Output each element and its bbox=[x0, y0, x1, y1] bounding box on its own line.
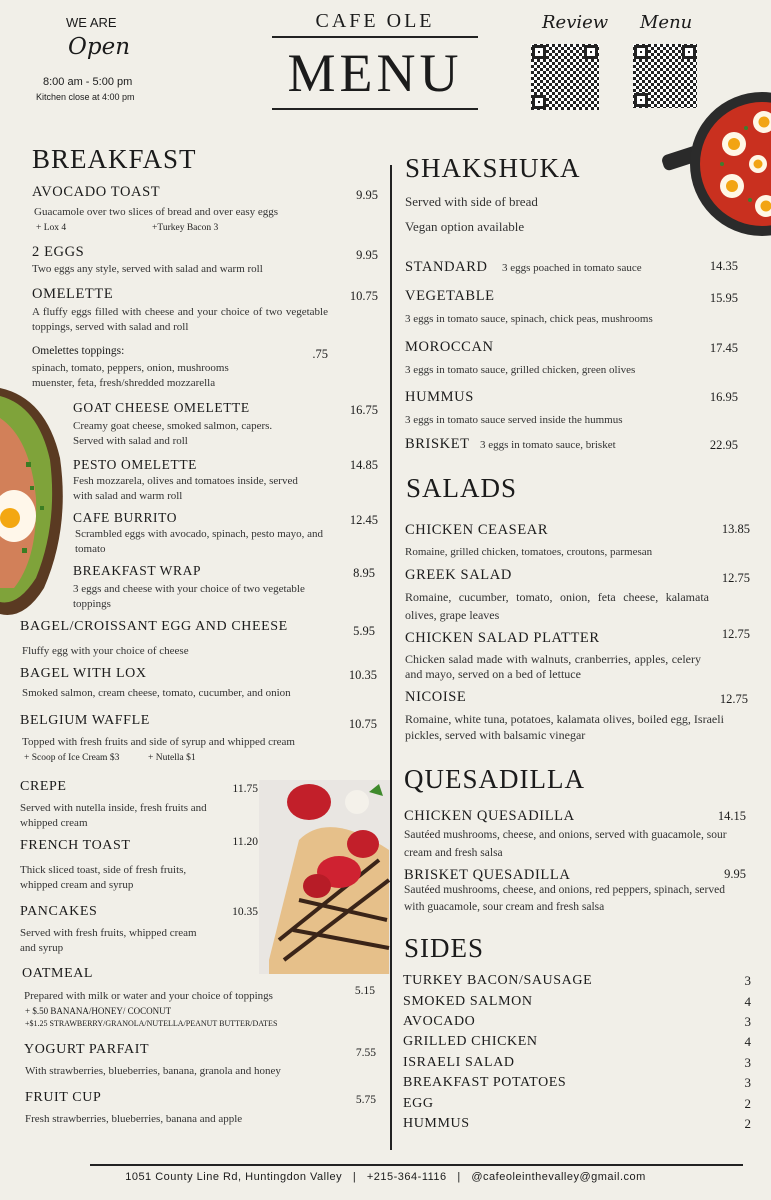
price-omelette-toppings: .75 bbox=[312, 347, 328, 361]
desc-cafe-burrito: Scrambled eggs with avocado, spinach, pesto mayo, and tomato bbox=[75, 528, 324, 555]
desc-chicken-ceasear: Romaine, grilled chicken, tomatoes, croutons, parmesan bbox=[405, 546, 653, 558]
item-nicoise: NICOISE bbox=[405, 689, 467, 705]
footer-separator: | bbox=[450, 1171, 468, 1183]
addon-ice-cream: + Scoop of Ice Cream $3 bbox=[24, 753, 120, 763]
desc-pancakes: Served with fresh fruits, whipped cream and syrup bbox=[20, 927, 197, 954]
price-chicken-salad-platter: 12.75 bbox=[721, 627, 750, 641]
desc-omelette: A fluffy eggs filled with cheese and your choice of two vegetable toppings, served with salad and roll bbox=[32, 306, 328, 333]
item-shakshuka-standard: STANDARD bbox=[405, 259, 488, 275]
side-item-name: HUMMUS bbox=[403, 1115, 470, 1131]
desc-shakshuka-vegetable: 3 eggs in tomato sauce, spinach, chick peas, mushrooms bbox=[405, 313, 653, 325]
footer-address: 1051 County Line Rd, Huntingdon Valley bbox=[125, 1171, 343, 1183]
price-shakshuka-vegetable: 15.95 bbox=[709, 291, 738, 305]
price-goat-cheese-omelette: 16.75 bbox=[349, 403, 378, 417]
desc-oatmeal: Prepared with milk or water and your choice of toppings bbox=[24, 990, 273, 1002]
footer-bar bbox=[0, 1171, 771, 1183]
addon-oatmeal-premium: +$1.25 STRAWBERRY/GRANOLA/NUTELLA/PEANUT BUTTER/DATES bbox=[25, 1019, 278, 1028]
omelette-toppings-line2: muenster, feta, fresh/shredded mozzarella bbox=[32, 377, 216, 389]
price-omelette: 10.75 bbox=[349, 289, 378, 303]
price-breakfast-wrap: 8.95 bbox=[353, 566, 375, 580]
price-bagel-croissant: 5.95 bbox=[353, 624, 375, 638]
side-item bbox=[403, 1012, 751, 1032]
price-shakshuka-standard: 14.35 bbox=[709, 259, 738, 273]
quesadilla-heading: QUESADILLA bbox=[404, 764, 585, 794]
side-item-price: 3 bbox=[744, 973, 751, 989]
desc-greek-salad: Romaine, cucumber, tomato, onion, feta cheese, kalamata olives, grape leaves bbox=[405, 590, 709, 622]
column-divider bbox=[390, 165, 392, 1150]
price-yogurt-parfait: 7.55 bbox=[355, 1047, 376, 1059]
shakshuka-note-vegan: Vegan option available bbox=[405, 219, 525, 234]
desc-chicken-salad-platter: Chicken salad made with walnuts, cranberries, apples, celery and mayo, served on a bed of lettuce bbox=[405, 652, 701, 681]
side-item bbox=[403, 991, 751, 1011]
sides-heading: SIDES bbox=[404, 933, 485, 963]
item-greek-salad: GREEK SALAD bbox=[405, 567, 512, 583]
menu-label: Menu bbox=[640, 12, 693, 33]
side-item-price: 4 bbox=[744, 993, 751, 1009]
item-shakshuka-brisket: BRISKET bbox=[405, 436, 470, 452]
addon-turkey-bacon: +Turkey Bacon 3 bbox=[152, 223, 219, 233]
item-omelette: OMELETTE bbox=[32, 286, 114, 302]
price-oatmeal: 5.15 bbox=[354, 985, 375, 997]
desc-chicken-quesadilla: Sautéed mushrooms, cheese, and onions, served with guacamole, sour cream and fresh salsa bbox=[404, 829, 727, 859]
desc-shakshuka-moroccan: 3 eggs in tomato sauce, grilled chicken, green olives bbox=[405, 364, 636, 376]
price-french-toast: 11.20 bbox=[232, 836, 258, 848]
desc-french-toast: Thick sliced toast, side of fresh fruits, whipped cream and syrup bbox=[20, 864, 187, 891]
item-bagel-croissant: BAGEL/CROISSANT EGG AND CHEESE bbox=[20, 619, 288, 634]
kitchen-close-text: Kitchen close at 4:00 pm bbox=[36, 92, 135, 102]
footer-phone[interactable]: +215-364-1116 bbox=[366, 1171, 447, 1183]
item-pancakes: PANCAKES bbox=[20, 904, 98, 919]
item-chicken-salad-platter: CHICKEN SALAD PLATTER bbox=[405, 630, 600, 646]
item-fruit-cup: FRUIT CUP bbox=[25, 1090, 102, 1105]
side-item-name: BREAKFAST POTATOES bbox=[403, 1075, 567, 1091]
review-label: Review bbox=[542, 12, 609, 33]
item-avocado-toast: AVOCADO TOAST bbox=[32, 184, 161, 200]
item-shakshuka-vegetable: VEGETABLE bbox=[405, 288, 495, 304]
sides-list bbox=[403, 971, 751, 1134]
open-label: Open bbox=[68, 34, 131, 60]
desc-crepe: Served with nutella inside, fresh fruits and whipped cream bbox=[20, 802, 207, 829]
shakshuka-note-bread: Served with side of bread bbox=[405, 194, 538, 209]
desc-bagel-croissant: Fluffy egg with your choice of cheese bbox=[22, 645, 189, 657]
item-breakfast-wrap: BREAKFAST WRAP bbox=[73, 563, 202, 578]
footer-email[interactable]: @cafeoleinthevalley@gmail.com bbox=[471, 1171, 646, 1183]
side-item bbox=[403, 1093, 751, 1113]
side-item bbox=[403, 1073, 751, 1093]
price-pancakes: 10.35 bbox=[232, 906, 258, 918]
side-item-price: 4 bbox=[744, 1034, 751, 1050]
item-french-toast: FRENCH TOAST bbox=[20, 838, 131, 853]
price-shakshuka-hummus: 16.95 bbox=[709, 390, 738, 404]
side-item-name: AVOCADO bbox=[403, 1013, 476, 1029]
desc-belgium-waffle: Topped with fresh fruits and side of syrup and whipped cream bbox=[22, 736, 295, 748]
item-crepe: CREPE bbox=[20, 779, 67, 794]
side-item-name: TURKEY BACON/SAUSAGE bbox=[403, 973, 593, 989]
item-two-eggs: 2 EGGS bbox=[32, 244, 85, 260]
we-are-label: WE ARE bbox=[66, 15, 117, 30]
price-belgium-waffle: 10.75 bbox=[348, 717, 377, 731]
item-yogurt-parfait: YOGURT PARFAIT bbox=[24, 1042, 150, 1057]
price-greek-salad: 12.75 bbox=[721, 571, 750, 585]
shakshuka-pan-image bbox=[662, 88, 771, 238]
side-item-price: 3 bbox=[744, 1054, 751, 1070]
desc-brisket-quesadilla: Sautéed mushrooms, cheese, and onions, red peppers, spinach, served with guacamole, sour cream and fresh salsa bbox=[404, 884, 725, 913]
cafe-name: CAFE OLE bbox=[315, 10, 435, 32]
desc-bagel-lox: Smoked salmon, cream cheese, tomato, cucumber, and onion bbox=[22, 687, 291, 699]
addon-lox: + Lox 4 bbox=[36, 223, 67, 233]
side-item-price: 2 bbox=[744, 1095, 751, 1111]
shakshuka-heading: SHAKSHUKA bbox=[405, 153, 581, 183]
desc-yogurt-parfait: With strawberries, blueberries, banana, granola and honey bbox=[25, 1065, 281, 1077]
side-item-name: GRILLED CHICKEN bbox=[403, 1034, 538, 1050]
desc-two-eggs: Two eggs any style, served with salad and warm roll bbox=[32, 263, 263, 275]
side-item-price: 3 bbox=[744, 1013, 751, 1029]
price-cafe-burrito: 12.45 bbox=[349, 513, 378, 527]
price-nicoise: 12.75 bbox=[719, 692, 748, 706]
menu-title: MENU bbox=[287, 43, 463, 103]
side-item-name: SMOKED SALMON bbox=[403, 993, 533, 1009]
side-item-name: ISRAELI SALAD bbox=[403, 1054, 515, 1070]
price-shakshuka-brisket: 22.95 bbox=[709, 438, 738, 452]
item-bagel-lox: BAGEL WITH LOX bbox=[20, 666, 147, 681]
price-pesto-omelette: 14.85 bbox=[349, 458, 378, 472]
side-item bbox=[403, 1114, 751, 1134]
salads-heading: SALADS bbox=[406, 473, 518, 503]
crepe-image bbox=[259, 780, 392, 974]
item-shakshuka-hummus: HUMMUS bbox=[405, 389, 474, 405]
price-shakshuka-moroccan: 17.45 bbox=[709, 341, 738, 355]
side-item bbox=[403, 971, 751, 991]
title-rule-top bbox=[272, 36, 478, 38]
desc-goat-cheese-omelette: Creamy goat cheese, smoked salmon, capers. Served with salad and roll bbox=[73, 420, 273, 447]
addon-oatmeal-basic: + $.50 BANANA/HONEY/ COCONUT bbox=[25, 1006, 172, 1016]
price-avocado-toast: 9.95 bbox=[356, 188, 378, 202]
item-shakshuka-moroccan: MOROCCAN bbox=[405, 339, 494, 355]
item-chicken-ceasear: CHICKEN CEASEAR bbox=[405, 522, 549, 538]
side-item bbox=[403, 1032, 751, 1052]
desc-breakfast-wrap: 3 eggs and cheese with your choice of two vegetable toppings bbox=[73, 583, 305, 610]
omelette-toppings-line1: spinach, tomato, peppers, onion, mushrooms bbox=[32, 362, 229, 374]
price-fruit-cup: 5.75 bbox=[355, 1094, 376, 1106]
price-two-eggs: 9.95 bbox=[356, 248, 378, 262]
item-pesto-omelette: PESTO OMELETTE bbox=[73, 457, 198, 472]
price-chicken-ceasear: 13.85 bbox=[721, 522, 750, 536]
item-brisket-quesadilla: BRISKET QUESADILLA bbox=[404, 867, 571, 883]
item-oatmeal: OATMEAL bbox=[22, 966, 94, 981]
price-bagel-lox: 10.35 bbox=[348, 668, 377, 682]
desc-avocado-toast: Guacamole over two slices of bread and over easy eggs bbox=[34, 206, 279, 218]
breakfast-heading: BREAKFAST bbox=[32, 144, 197, 174]
item-belgium-waffle: BELGIUM WAFFLE bbox=[20, 713, 150, 728]
item-goat-cheese-omelette: GOAT CHEESE OMELETTE bbox=[73, 400, 250, 415]
price-crepe: 11.75 bbox=[232, 783, 258, 795]
omelette-toppings-label: Omelettes toppings: bbox=[32, 345, 125, 357]
desc-shakshuka-standard: 3 eggs poached in tomato sauce bbox=[502, 262, 642, 274]
side-item-name: EGG bbox=[403, 1095, 434, 1111]
addon-nutella: + Nutella $1 bbox=[148, 753, 196, 763]
desc-pesto-omelette: Fesh mozzarela, olives and tomatoes inside, served with salad and warm roll bbox=[73, 475, 298, 502]
side-item bbox=[403, 1053, 751, 1073]
desc-shakshuka-hummus: 3 eggs in tomato sauce served inside the hummus bbox=[405, 414, 623, 426]
title-rule-bottom bbox=[272, 108, 478, 110]
price-brisket-quesadilla: 9.95 bbox=[724, 867, 746, 881]
avocado-toast-image bbox=[0, 388, 72, 620]
review-qr-code[interactable] bbox=[531, 44, 599, 110]
hours-text: 8:00 am - 5:00 pm bbox=[43, 76, 133, 88]
desc-shakshuka-brisket: 3 eggs in tomato sauce, brisket bbox=[480, 439, 616, 451]
side-item-price: 3 bbox=[744, 1075, 751, 1091]
desc-fruit-cup: Fresh strawberries, blueberries, banana and apple bbox=[25, 1113, 243, 1125]
price-chicken-quesadilla: 14.15 bbox=[717, 809, 746, 823]
desc-nicoise: Romaine, white tuna, potatoes, kalamata olives, boiled egg, Israeli pickles, served with balsamic vinegar bbox=[405, 712, 724, 742]
footer-rule bbox=[90, 1164, 743, 1166]
footer-separator: | bbox=[345, 1171, 364, 1183]
item-cafe-burrito: CAFE BURRITO bbox=[73, 510, 178, 525]
item-chicken-quesadilla: CHICKEN QUESADILLA bbox=[404, 808, 575, 824]
side-item-price: 2 bbox=[744, 1115, 751, 1131]
